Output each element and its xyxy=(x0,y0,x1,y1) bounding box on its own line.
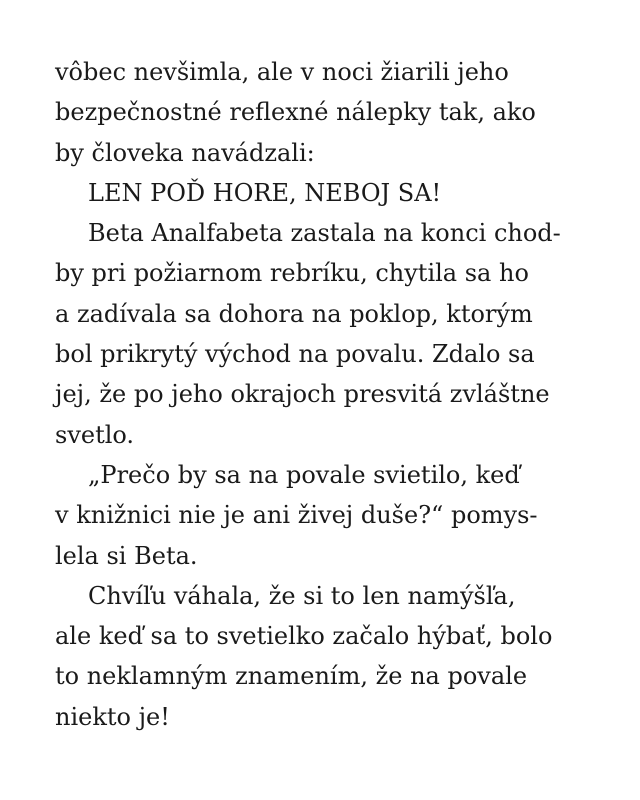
text-line: to neklamným znamením, že na povale xyxy=(55,662,528,691)
text-line: by človeka navádzali: xyxy=(55,138,315,167)
text-line: „Prečo by sa na povale svietilo, keď xyxy=(88,460,520,489)
text-line: LEN POĎ HORE, NEBOJ SA! xyxy=(88,178,442,207)
text-line: bol prikrytý východ na povalu. Zdalo sa xyxy=(55,340,535,369)
text-line: jej, že po jeho okrajoch presvitá zvláštne xyxy=(55,380,550,409)
text-line: by pri požiarnom rebríku, chytila sa ho xyxy=(55,259,529,288)
text-line: vôbec nevšimla, ale v noci žiarili jeho xyxy=(55,58,509,86)
text-line: niekto je! xyxy=(55,702,170,731)
text-line: ale keď sa to svetielko začalo hýbať, bolo xyxy=(55,622,553,651)
text-line: a zadívala sa dohora na poklop, ktorým xyxy=(55,299,533,328)
text-line: Beta Analfabeta zastala na konci chod- xyxy=(88,219,561,248)
text-line: v knižnici nie je ani živej duše?“ pomys- xyxy=(55,501,538,530)
text-line: bezpečnostné reflexné nálepky tak, ako xyxy=(55,98,536,127)
text-line: lela si Beta. xyxy=(55,541,198,570)
text-line: svetlo. xyxy=(55,420,135,449)
text-line: Chvíľu váhala, že si to len namýšľa, xyxy=(88,581,516,610)
page-text xyxy=(55,52,615,737)
